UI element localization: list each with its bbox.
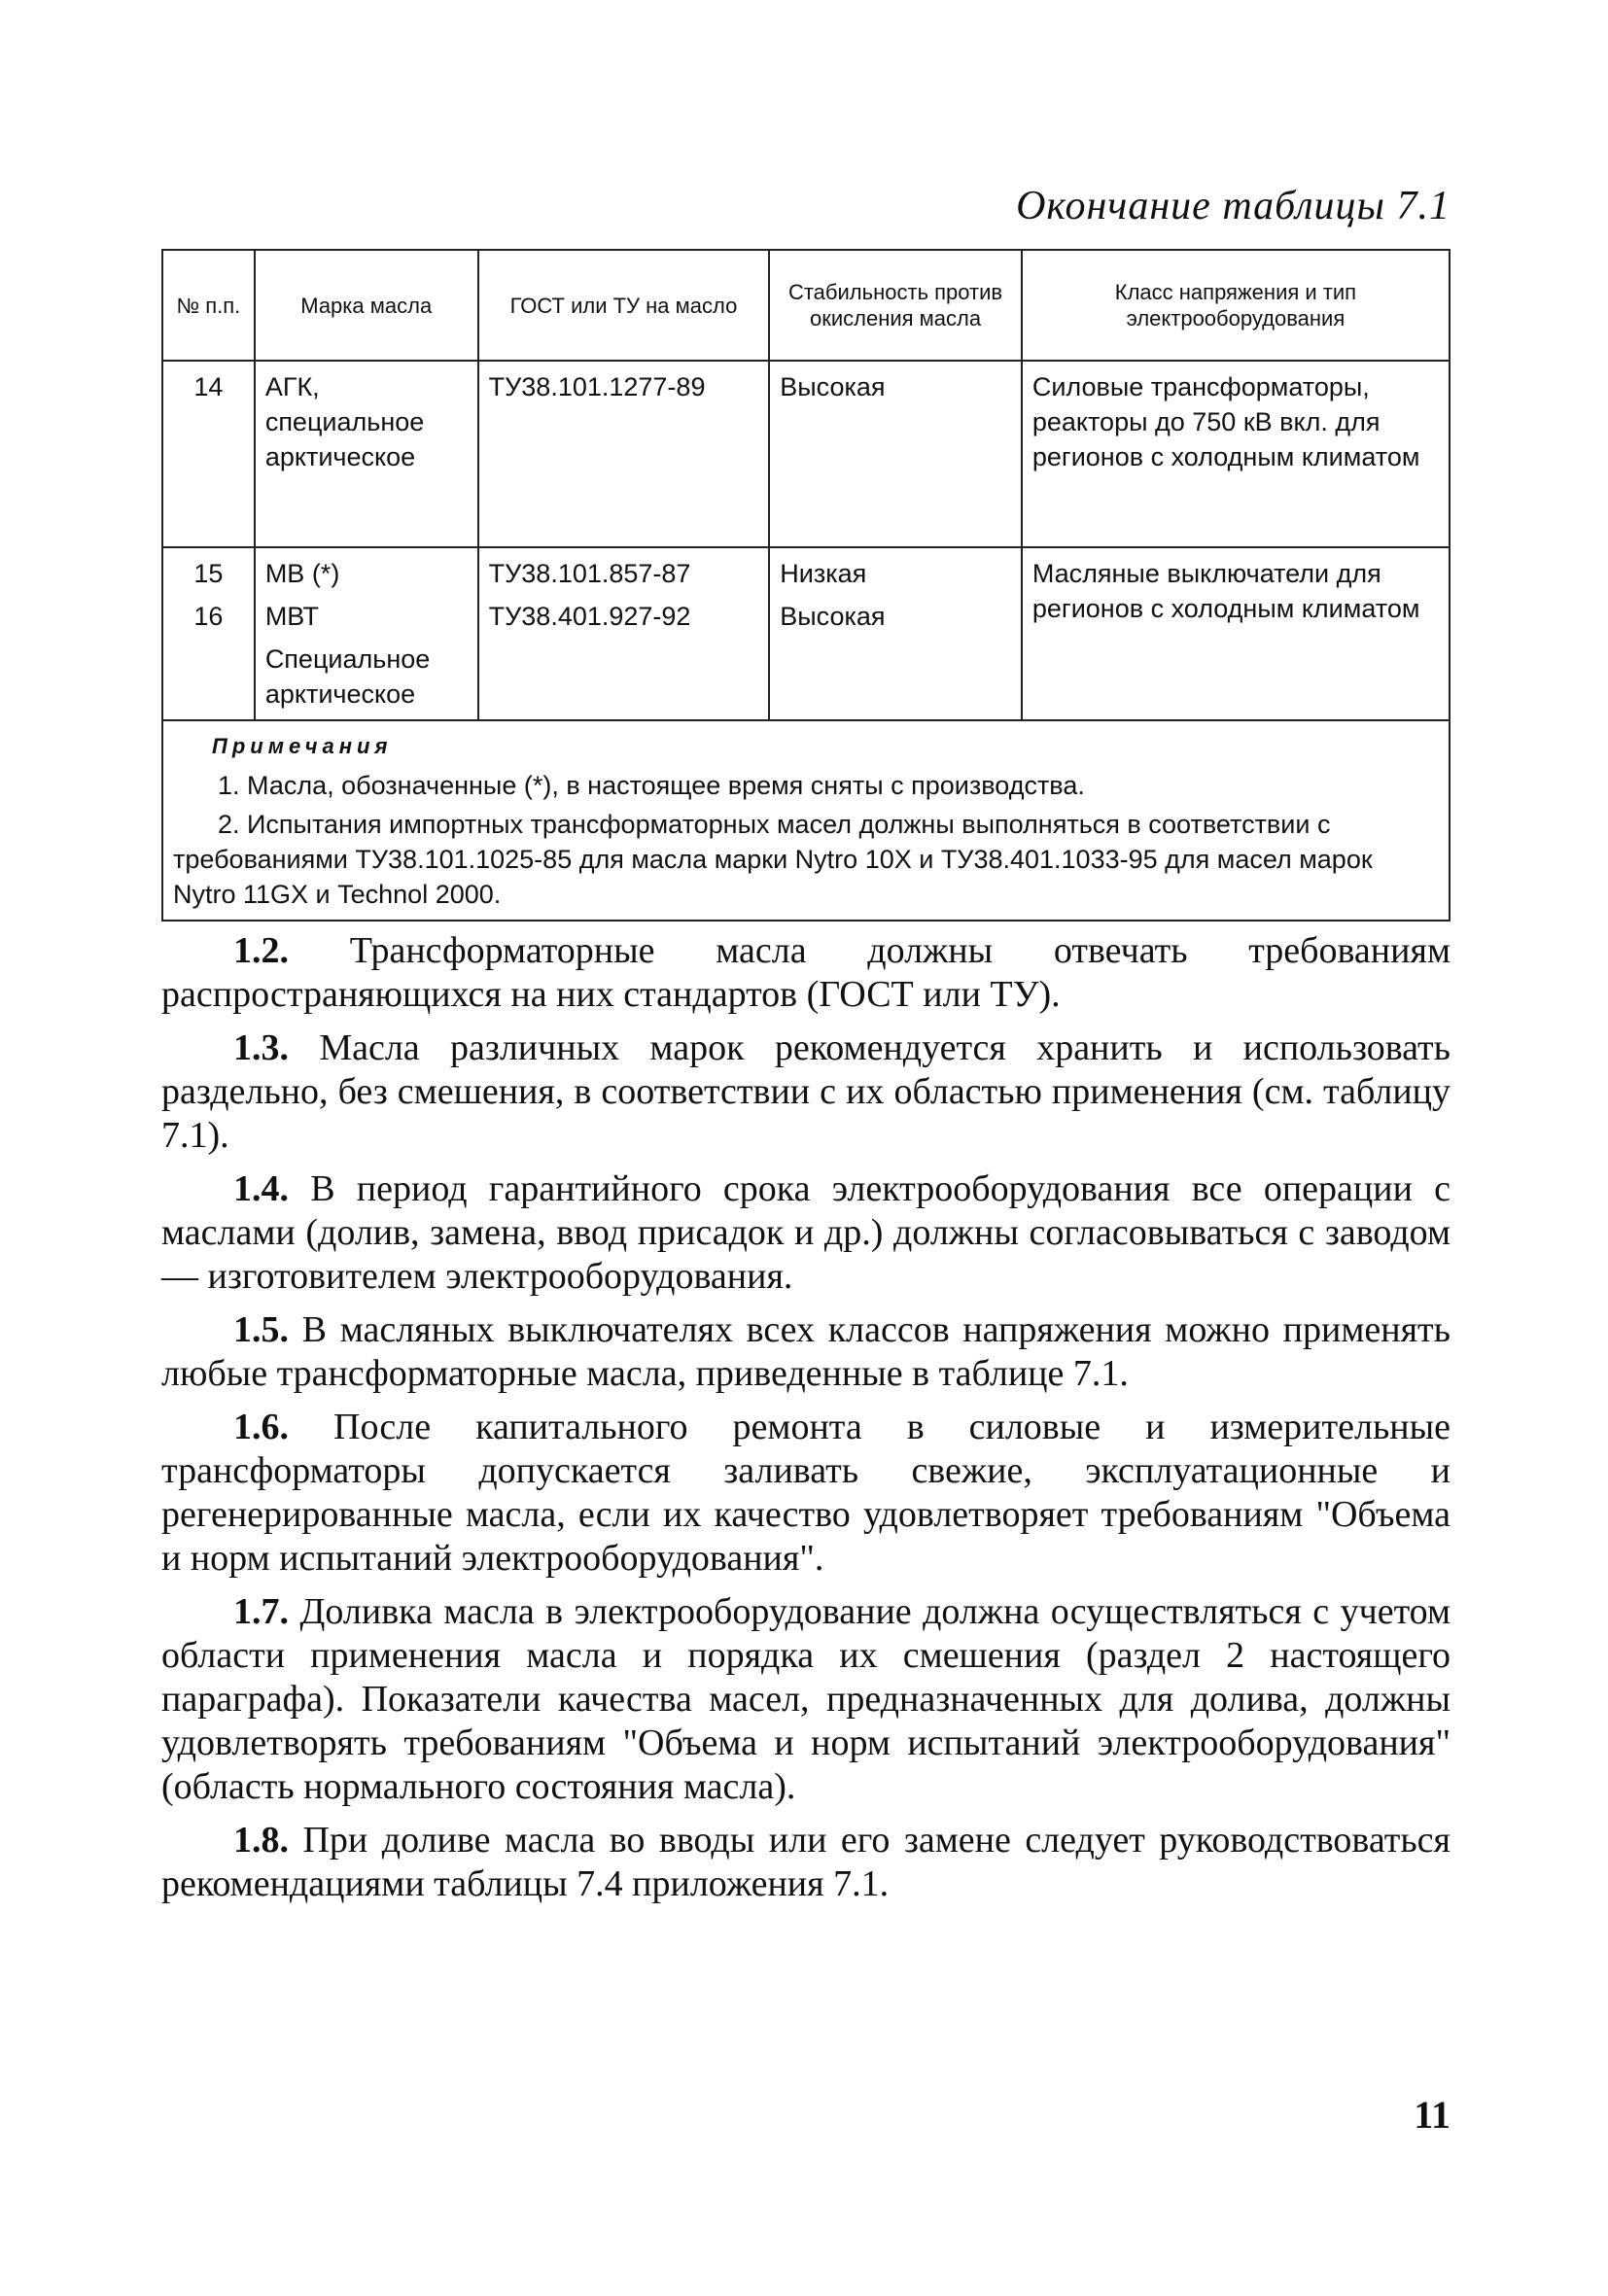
gost-spec: ТУ38.401.927-92 bbox=[488, 602, 691, 631]
paragraph bbox=[161, 1026, 1451, 1158]
notes-cell bbox=[162, 720, 1450, 921]
row-numbers bbox=[162, 547, 255, 720]
paragraph bbox=[161, 1819, 1451, 1906]
header-voltage-class: Класс напряжения и тип электрооборудования bbox=[1022, 250, 1450, 361]
note-text: 1. Масла, обозначенные (*), в настоящее время сняты с производства. bbox=[218, 771, 1085, 800]
paragraph-text: В масляных выключателях всех классов напряжения можно применять любые трансформаторные масла, приведенные в таблице 7.1. bbox=[161, 1309, 1451, 1394]
voltage-class: Силовые трансформаторы, реакторы до 750 кВ вкл. для регионов с холодным климатом bbox=[1022, 361, 1450, 547]
note-item bbox=[173, 807, 1439, 912]
oil-brand: АГК, специальное арктическое bbox=[255, 361, 478, 547]
oil-brand-cell bbox=[255, 547, 478, 720]
paragraph bbox=[161, 1308, 1451, 1396]
note-text: 2. Испытания импортных трансформаторных масел должны выполняться в соответствии с требованиями ТУ38.101.1025-85 для масла марки Nytro 10X и ТУ38.401.1033-95 для масел марок Nytro 11GX и Technol 2000. bbox=[173, 810, 1373, 909]
paragraph bbox=[161, 1590, 1451, 1809]
paragraph-text: Масла различных марок рекомендуется хранить и использовать раздельно, без смешения, в соответствии с их областью применения (см. таблицу 7.1). bbox=[161, 1027, 1451, 1156]
paragraph-text: Доливка масла в электрооборудование должна осуществляться с учетом области применения масла и порядка их смешения (раздел 2 настоящего параграфа). Показатели качества масел, предназначенных для долива, должны удовлетворять требованиям "Объема и норм испытаний электрооборудования" (область нормального состояния масла). bbox=[161, 1591, 1451, 1807]
row-number: 16 bbox=[193, 602, 224, 631]
gost-spec: ТУ38.101.857-87 bbox=[488, 559, 691, 588]
header-gost: ГОСТ или ТУ на масло bbox=[478, 250, 770, 361]
row-number: 15 bbox=[193, 559, 224, 588]
paragraph-number: 1.7. bbox=[233, 1591, 289, 1632]
gost-spec-cell bbox=[478, 547, 770, 720]
row-number: 14 bbox=[162, 361, 255, 547]
paragraph-number: 1.8. bbox=[233, 1820, 289, 1861]
paragraph-number: 1.5. bbox=[233, 1309, 289, 1350]
oxidation-stability: Высокая bbox=[780, 602, 886, 631]
paragraph-number: 1.3. bbox=[233, 1027, 289, 1068]
oil-table bbox=[161, 249, 1451, 922]
oxidation-stability-cell bbox=[769, 547, 1022, 720]
paragraph bbox=[161, 929, 1451, 1017]
header-stability: Стабильность против окисления масла bbox=[769, 250, 1022, 361]
paragraph-number: 1.4. bbox=[233, 1168, 289, 1209]
paragraph-text: Трансформаторные масла должны отвечать требованиям распространяющихся на них стандартов (ГОСТ или ТУ). bbox=[161, 930, 1451, 1015]
oil-brand-note: Специальное арктическое bbox=[264, 644, 431, 709]
paragraph bbox=[161, 1167, 1451, 1299]
notes-row bbox=[162, 720, 1450, 921]
header-brand: Марка масла bbox=[255, 250, 478, 361]
gost-spec: ТУ38.101.1277-89 bbox=[478, 361, 770, 547]
paragraph-text: При доливе масла во вводы или его замене следует руководствоваться рекомендациями таблицы 7.4 приложения 7.1. bbox=[161, 1820, 1451, 1904]
table-row bbox=[162, 547, 1450, 720]
table-header-row bbox=[162, 250, 1450, 361]
paragraph-number: 1.6. bbox=[233, 1407, 289, 1447]
paragraph-text: В период гарантийного срока электрооборудования все операции с маслами (долив, замена, ввод присадок и др.) должны согласовываться с заводом — изготовителем электрооборудования. bbox=[161, 1168, 1451, 1297]
notes-heading: Примечания bbox=[212, 734, 393, 758]
paragraph-number: 1.2. bbox=[233, 930, 289, 971]
oil-brand: МВ (*) bbox=[264, 559, 340, 588]
body-text bbox=[161, 929, 1451, 1916]
paragraph-text: После капитального ремонта в силовые и измерительные трансформаторы допускается заливать свежие, эксплуатационные и регенерированные масла, если их качество удовлетворяет требованиям "Объема и норм испытаний электрооборудования". bbox=[161, 1407, 1451, 1579]
table-row bbox=[162, 361, 1450, 547]
page-number: 11 bbox=[1414, 2093, 1451, 2137]
paragraph bbox=[161, 1406, 1451, 1581]
oil-brand: МВТ bbox=[264, 602, 319, 631]
note-item bbox=[173, 768, 1439, 803]
oxidation-stability: Низкая bbox=[780, 559, 867, 588]
voltage-class: Масляные выключатели для регионов с холодным климатом bbox=[1022, 547, 1450, 720]
table-caption: Окончание таблицы 7.1 bbox=[1016, 184, 1451, 228]
oxidation-stability: Высокая bbox=[769, 361, 1022, 547]
header-number: № п.п. bbox=[162, 250, 255, 361]
